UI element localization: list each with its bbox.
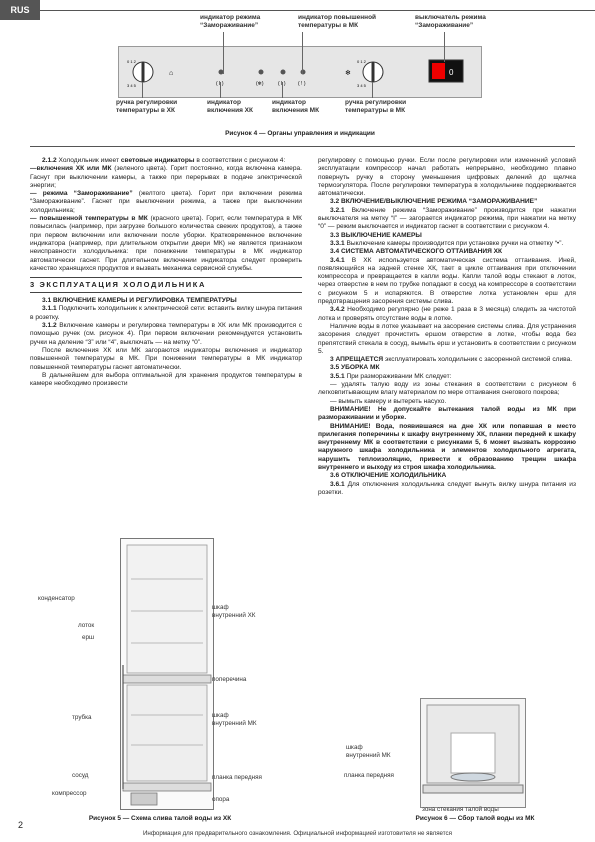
indicator-mode-icon [259,70,264,75]
right-column [318,157,576,497]
label-kompressor: компрессор [52,790,87,797]
p212-number: 2.1.2 [42,157,57,164]
fridge-drawing [120,538,214,810]
freezer-drawing [420,698,526,808]
svg-text:( I ): ( I ) [278,81,286,87]
svg-text:3 4 5: 3 4 5 [357,83,366,88]
p331-text: Выключение камеры производится при установке ручки на отметку “•”. [344,239,564,247]
label-kondensator: конденсатор [38,595,75,602]
item3-title: — повышенной температуры в МК [30,215,148,223]
item1-text: (зеленого цвета). Горит постоянно, когда включена камера. Гаснут при выключении камеры, а также при перерывах в подаче электрической энергии; [30,165,302,189]
annotation-mode-switch: выключатель режима “Замораживание” [415,14,486,29]
meltwater-zone-icon [451,773,495,781]
p351-number: 3.5.1 [330,372,345,380]
s36-heading: 3.6 ОТКЛЮЧЕНИЕ ХОЛОДИЛЬНИКА [330,472,447,480]
control-panel [118,46,482,98]
freezer-drawer-icon [451,733,495,773]
s33-heading: 3.3 ВЫКЛЮЧЕНИЕ КАМЕРЫ [330,231,422,239]
p311-number: 3.1.1 [42,305,57,313]
label-f6-zona: зона стекания талой воды [422,806,499,813]
page-number: 2 [18,820,24,830]
freezer-diagram [421,699,525,807]
p312-text: Включение камеры и регулировка температуры в ХК или МК производится с помощью ручек (см. рисунок 4). При первом включении рекомендуется установить ручки на деление “3” или “4”, выключать — на метку “0”. [30,322,302,346]
svg-text:3 4 5: 3 4 5 [127,83,136,88]
p311-text: Подключить холодильник к электрической сети: вставить вилку шнура питания в розетку. [30,305,302,321]
item2-title: — режима “Замораживание” [30,190,133,198]
label-planka: планка передняя [212,774,262,781]
control-panel-drawing [119,47,481,97]
p353-text: — вымыть камеру и вытереть насухо. [330,397,447,405]
item3-text: (красного цвета). Горит, если температура в МК повысилась (например, при загрузке большого количества свежих продуктов), а также при первом включении или включении после уборки. Кратковременное включение индикатора (например, при длительном открытии двери МК) не является признаком неисправности холодильника: при понижении температуры в МК индикатор автоматически гаснет. При длительном включении индикатора следует проверить качество хранящихся продуктов и вызвать механика сервисной службы. [30,215,302,272]
label-sosud: сосуд [72,772,89,779]
label-ersh: ерш [82,634,95,641]
knob-mk-icon [357,59,383,88]
figure4-caption: Рисунок 4 — Органы управления и индикации [225,130,375,137]
compressor-icon [131,793,157,805]
s34-heading: 3.4 СИСТЕМА АВТОМАТИЧЕСКОГО ОТТАИВАНИЯ ХК [330,248,503,256]
item2-text: (желтого цвета). Горит при включении режима “Замораживание”. Гаснет при выключении режима, а также при выключении холодильника; [30,190,302,214]
fridge-diagram [121,539,213,809]
p341-number: 3.4.1 [330,256,345,264]
left-column [30,157,302,388]
p352-text: — удалять талую воду из зоны стекания в соответствии с рисунком 6 легковпитывающим влагу материалом по мере оттаивания снегового покрова; [318,381,576,397]
r1-text: регулировку с помощью ручки. Если после регулировки или изменений условий эксплуатации компрессор начал работать непрерывно, необходимо плавно повернуть ручку в сторону уменьшения цифровых делений до щелчка термоэгулятора. После регулировки температура в холодильнике поддерживается автоматически. [318,157,576,198]
header-rule [40,10,595,11]
language-tag: RUS [0,0,40,20]
label-poperechina: поперечина [212,676,247,683]
warning-1: ВНИМАНИЕ! Не допускайте вытекания талой воды из МК при размораживании и уборке. [318,405,576,422]
svg-text:( ! ): ( ! ) [298,81,306,87]
svg-text:( I ): ( I ) [216,81,224,87]
p313-text: После включения ХК или МК загораются индикаторы включения и индикатор повышенной температуры в МК. При понижении температуры в МК индикатор повышенной температуры гаснет автоматически. [30,346,302,371]
caption-divider [30,146,575,147]
annotation-temp-indicator: индикатор повышенной температуры в МК [298,14,377,29]
annotation-on-mk: индикатор включения МК [272,99,320,114]
p212-text-c: в соответствии с рисунком 4: [194,157,286,164]
p341-text: В ХК используется автоматическая система оттаивания. Иней, появляющийся на задней стенке ХК, тает в цикле оттаивания при отключении компрессора и превращается в капли воды. Капли талой воды стекают в лоток, через отверстие в нем по трубке попадают в сосуд на компрессоре в соответствии с рисунком 5 и испаряются. В отверстие лотка установлен ерш для предотвращения засорения системы слива. [318,256,576,306]
p344-text: эксплуатировать холодильник с засоренной системой слива. [383,356,573,364]
label-opora: опора [212,796,230,803]
p344-prohibited: 3 АПРЕЩАЕТСЯ [330,356,384,364]
svg-text:(❄): (❄) [256,81,264,87]
p331-number: 3.3.1 [330,239,345,247]
figure5-caption: Рисунок 5 — Схема слива талой воды из ХК [88,815,232,822]
annotation-knob-mk: ручка регулировки температуры в МК [345,99,407,114]
mk-symbol-icon: ❄ [345,70,351,77]
p361-text: Для отключения холодильника следует вынуть вилку шнура питания из розетки. [318,480,576,496]
p314-text: В дальнейшем для выбора оптимальной для хранения продуктов температуры в камере необходимо произвести [30,371,302,388]
p343-text: Наличие воды в лотке указывает на засорение системы слива. Для устранения засорения следует прочистить ершом отверстие в лотке, чтобы вода без препятствий стекала в сосуд, вымыть ерш и установить в соответствии с рисунком 5. [318,322,576,355]
item1-title: —включения ХК или МК [30,165,112,173]
xk-symbol-icon: ⌂ [169,70,174,77]
s31-heading: 3.1 ВКЛЮЧЕНИЕ КАМЕРЫ И РЕГУЛИРОВКА ТЕМПЕРАТУРЫ [42,297,237,305]
p321-number: 3.2.1 [330,206,345,214]
p361-number: 3.6.1 [330,480,345,488]
label-f6-shkaf-mk: шкаф внутренний МК [346,744,391,759]
p212-text-a: Холодильник имеет [56,157,121,164]
indicator-on-mk-icon [281,70,286,75]
section-3-heading: 3 ЭКСПЛУАТАЦИЯ ХОЛОДИЛЬНИКА [30,277,302,293]
p312-number: 3.1.2 [42,322,57,330]
annotation-on-xk: индикатор включения ХК [207,99,253,114]
s32-heading: 3.2 ВКЛЮЧЕНИЕ/ВЫКЛЮЧЕНИЕ РЕЖИМА “ЗАМОРАЖИВАНИЕ” [330,198,538,206]
label-lotok: лоток [78,622,95,629]
annotation-mode-indicator: индикатор режима “Замораживание” [200,14,261,29]
label-f6-planka: планка передняя [344,772,394,779]
svg-text:0 1 2: 0 1 2 [127,59,136,64]
svg-text:0: 0 [449,68,454,77]
footer-note: Информация для предварительного ознакомления. Официальной информацией изготовителя не является [142,830,453,837]
knob-xk-icon [127,59,153,88]
p321-text: Включение режима “Замораживание” производится при нажатии выключателя на метку “I” — загорается индикатор режима, при нажатии на метку “0” — режим выключается и индикатор гаснет в соответствии с рисунком 4. [318,206,576,231]
warning-2: ВНИМАНИЕ! Вода, появившаяся на дне ХК или попавшая в место прилегания поперечины к шкафу внутреннему ХК, планки передней к шкафу внутреннему МК в соответствии с рисунками 5, 6 может вызвать коррозию наружного шкафа холодильника и элементов холодильного агрегата, нарушить теплоизоляцию, привести к образованию трещин шкафа внутреннего и выходу из строя шкафа холодильника. [318,422,576,471]
p351-text: При размораживании МК следует: [344,372,452,380]
p342-text: Необходимо регулярно (не реже 1 раза в 3 месяца) следить за чистотой лотка и проверять отсутствие воды в лотке. [318,306,576,322]
label-shkaf-xk: шкаф внутренний ХК [212,604,256,619]
label-shkaf-mk: шкаф внутренний МК [212,712,257,727]
svg-text:0 1 2: 0 1 2 [357,59,366,64]
s35-heading: 3.5 УБОРКА МК [330,364,380,372]
label-trubka: трубка [72,714,92,721]
p342-number: 3.4.2 [330,306,345,314]
figure6-caption: Рисунок 6 — Сбор талой воды из МК [415,815,535,822]
annotation-knob-xk: ручка регулировки температуры в ХК [116,99,178,114]
p212-text-b: световые индикаторы [120,157,195,164]
